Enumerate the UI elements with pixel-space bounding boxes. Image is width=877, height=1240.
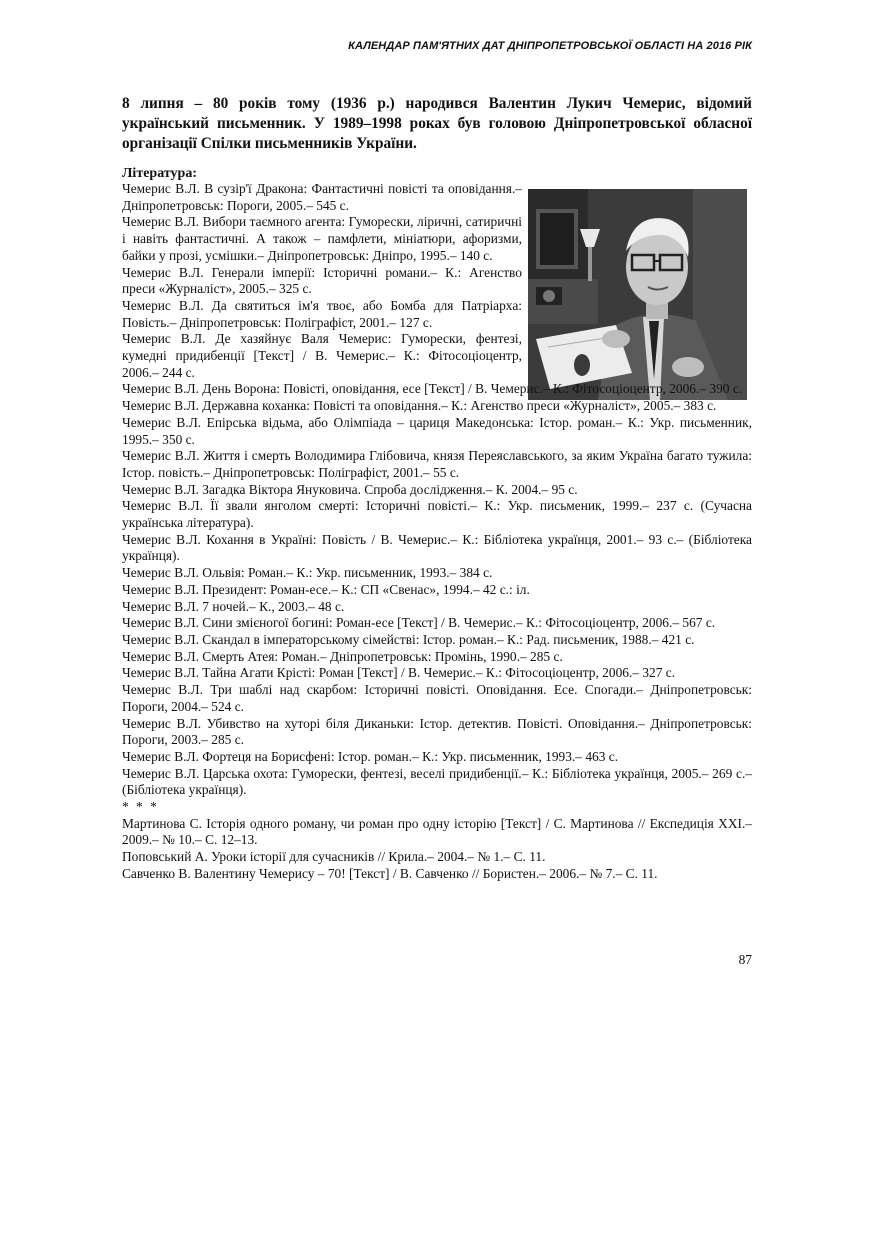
reference-item: Чемерис В.Л. Загадка Віктора Януковича. Спроба дослідження.– К. 2004.– 95 с. xyxy=(122,481,578,497)
reference-item: Чемерис В.Л. Сини змієногої богині: Роман-есе [Текст] / В. Чемерис.– К.: Фітосоціоцентр, 2006.– 567 с. xyxy=(122,615,716,631)
reference-item: Чемерис В.Л. Смерть Атея: Роман.– Дніпропетровськ: Промінь, 1990.– 285 с. xyxy=(122,648,563,664)
reference-item: Чемерис В.Л. День Ворона: Повісті, оповідання, есе [Текст] / В. Чемерис.– К.: Фітосоціоцентр, 2006.– 390 с. xyxy=(122,381,743,397)
reference-item: Чемерис В.Л. Президент: Роман-есе.– К.: СП «Свенас», 1994.– 42 с.: іл. xyxy=(122,581,530,597)
reference-item: Чемерис В.Л. Скандал в імператорському сімействі: Істор. роман.– К.: Рад. письменик, 1988.– 421 с. xyxy=(122,631,695,647)
reference-item: Чемерис В.Л. Її звали янголом смерті: Історичні повісті.– К.: Укр. письменик, 1999.– 237 с. (Сучасна українська література). xyxy=(122,498,752,531)
reference-item: Чемерис В.Л. Убивство на хуторі біля Диканьки: Істор. детектив. Повісті. Оповідання.– Дніпропетровськ: Пороги, 2003.– 285 с. xyxy=(122,715,752,748)
reference-item: Чемерис В.Л. В сузір'ї Дракона: Фантастичні повісті та оповідання.– Дніпропетровськ: Пороги, 2005.– 545 с. xyxy=(122,181,522,213)
reference-item: Чемерис В.Л. Вибори таємного агента: Гуморески, ліричні, сатиричні і навіть фантастичні. А також – памфлети, мініатюри, афоризми, байки у прозі, усмішки.– Дніпропетровськ: Дніпро, 1995.– 140 с. xyxy=(122,214,522,263)
secondary-reference-item: Савченко В. Валентину Чемерису – 70! [Текст] / В. Савченко // Бористен.– 2006.– № 7.– С. 11. xyxy=(122,865,658,881)
reference-item: Чемерис В.Л. Царська охота: Гуморески, фентезі, веселі придибенції.– К.: Бібліотека українця, 2005.– 269 с.– (Бібліотека українця). xyxy=(122,765,752,798)
page-number: 87 xyxy=(738,952,752,967)
references-list xyxy=(122,181,752,883)
running-header: КАЛЕНДАР ПАМ'ЯТНИХ ДАТ ДНІПРОПЕТРОВСЬКОЇ ОБЛАСТІ НА 2016 РІК xyxy=(348,40,752,52)
reference-item: Чемерис В.Л. Життя і смерть Володимира Глібовича, князя Переяславського, за яким Україна багато тужила: Істор. повість.– Дніпропетровськ: Поліграфіст, 2001.– 55 с. xyxy=(122,448,752,480)
intro-paragraph: 8 липня – 80 років тому (1936 р.) народився Валентин Лукич Чемерис, відомий український письменник. У 1989–1998 роках був головою Дніпропетровської обласної організації Спілки письменників України. xyxy=(122,95,752,152)
secondary-reference-item: Мартинова С. Історія одного роману, чи роман про одну історію [Текст] / С. Мартинова // Експедиція XXI.– 2009.– № 10.– С. 12–13. xyxy=(122,815,752,848)
reference-item: Чемерис В.Л. Тайна Агати Крісті: Роман [Текст] / В. Чемерис.– К.: Фітосоціоцентр, 2006.– 327 с. xyxy=(122,665,676,681)
reference-item: Чемерис В.Л. Державна коханка: Повісті та оповідання.– К.: Агенство преси «Журналіст», 2005.– 383 с. xyxy=(122,398,717,414)
secondary-reference-item: Поповський А. Уроки історії для сучасників // Крила.– 2004.– № 1.– С. 11. xyxy=(122,849,546,865)
reference-item: Чемерис В.Л. Кохання в Україні: Повість / В. Чемерис.– К.: Бібліотека українця, 2001.– 93 с.– (Бібліотека українця). xyxy=(122,531,752,564)
reference-item: Чемерис В.Л. Да святиться ім'я твоє, або Бомба для Патріарха: Повість.– Дніпропетровськ: Поліграфіст, 2001.– 127 с. xyxy=(122,297,522,330)
reference-item: Чемерис В.Л. Де хазяйнує Валя Чемерис: Гуморески, фентезі, кумедні придибенції [Текст] / В. Чемерис.– К.: Фітосоціоцентр, 2006.– 244 с. xyxy=(122,331,522,380)
reference-item: Чемерис В.Л. 7 ночей.– К., 2003.– 48 с. xyxy=(122,598,345,614)
reference-item: Чемерис В.Л. Три шаблі над скарбом: Історичні повісті. Оповідання. Есе. Спогади.– Дніпропетровськ: Пороги, 2004.– 524 с. xyxy=(122,682,752,714)
reference-item: Чемерис В.Л. Ольвія: Роман.– К.: Укр. письменник, 1993.– 384 с. xyxy=(122,565,493,581)
literature-heading: Література: xyxy=(122,166,197,181)
reference-item: Чемерис В.Л. Фортеця на Борисфені: Істор. роман.– К.: Укр. письменник, 1993.– 463 с. xyxy=(122,748,619,764)
section-separator: * * * xyxy=(122,799,159,815)
reference-item: Чемерис В.Л. Генерали імперії: Історичні романи.– К.: Агенство преси «Журналіст», 2005.– 325 с. xyxy=(122,264,522,297)
reference-item: Чемерис В.Л. Епірська відьма, або Олімпіада – цариця Македонська: Істор. роман.– К.: Укр. письменник, 1995.– 350 с. xyxy=(122,414,752,447)
